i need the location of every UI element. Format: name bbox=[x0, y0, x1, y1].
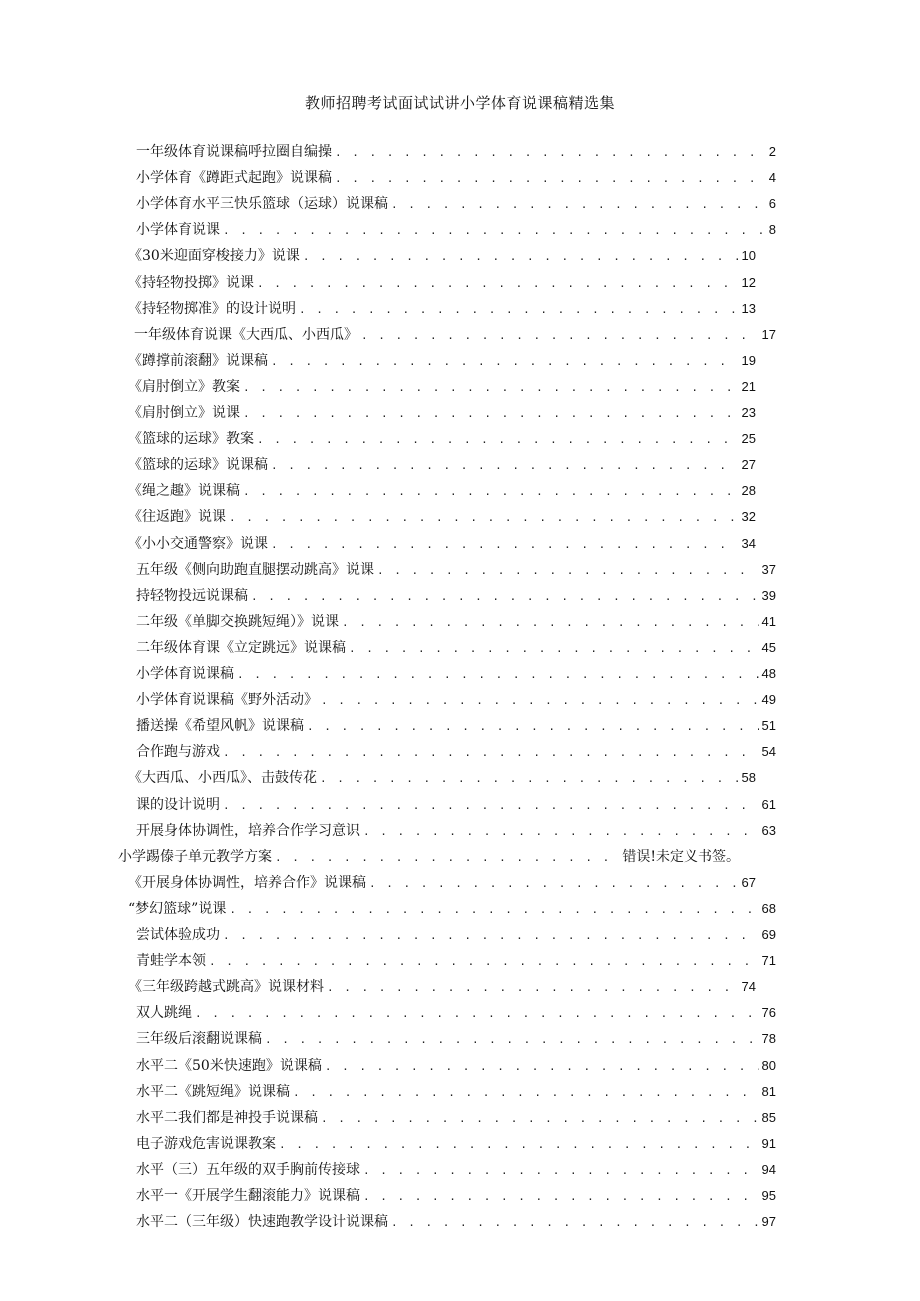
toc-leader-dots bbox=[265, 1028, 759, 1052]
toc-entry[interactable] bbox=[136, 1184, 776, 1208]
toc-entry-page-number: 80 bbox=[761, 1057, 776, 1073]
toc-entry-title: 水平一《开展学生翻滚能力》说课稿 bbox=[136, 1188, 360, 1204]
toc-entry-page-number: 17 bbox=[761, 326, 776, 342]
toc-leader-dots bbox=[391, 1211, 759, 1235]
toc-entry[interactable] bbox=[128, 871, 756, 895]
toc-leader-dots bbox=[243, 376, 739, 400]
toc-entry-title: 《肩肘倒立》教案 bbox=[128, 378, 240, 395]
toc-entry[interactable] bbox=[128, 349, 756, 373]
toc-entry-title: 小学体育水平三快乐篮球（运球）说课稿 bbox=[136, 196, 388, 213]
toc-entry-title: 播送操《希望风帆》说课稿 bbox=[136, 718, 304, 735]
toc-entry-page-number: 67 bbox=[741, 874, 756, 890]
toc-entry-title: 《大西瓜、小西瓜》、击鼓传花 bbox=[128, 770, 317, 787]
toc-entry[interactable] bbox=[128, 244, 756, 268]
toc-leader-dots bbox=[335, 167, 766, 191]
toc-leader-dots bbox=[271, 350, 739, 374]
toc-leader-dots bbox=[223, 219, 766, 243]
toc-entry-page-number: 51 bbox=[761, 718, 776, 734]
toc-entry-title: 电子游戏危害说课教案 bbox=[136, 1135, 276, 1152]
toc-entry-page-number: 4 bbox=[768, 170, 776, 186]
toc-entry-title: 课的设计说明 bbox=[136, 796, 220, 813]
toc-entry[interactable] bbox=[128, 479, 756, 503]
toc-entry-page-number: 78 bbox=[761, 1031, 776, 1047]
toc-entry-page-number: 10 bbox=[741, 248, 756, 264]
toc-entry[interactable] bbox=[136, 688, 776, 712]
toc-leader-dots bbox=[279, 1133, 759, 1157]
toc-entry-title: 《小小交通警察》说课 bbox=[128, 535, 268, 552]
toc-leader-dots bbox=[342, 611, 759, 635]
toc-leader-dots bbox=[369, 872, 739, 896]
toc-entry[interactable] bbox=[136, 1158, 776, 1182]
toc-entry[interactable] bbox=[136, 1001, 776, 1025]
toc-leader-dots bbox=[321, 689, 759, 713]
toc-leader-dots bbox=[361, 324, 759, 348]
toc-entry-title: 《肩肘倒立》说课 bbox=[128, 405, 240, 421]
toc-entry-page-number: 63 bbox=[761, 822, 776, 838]
toc-leader-dots bbox=[299, 298, 739, 322]
toc-leader-dots bbox=[271, 533, 739, 557]
toc-entry-page-number: 8 bbox=[768, 222, 776, 238]
toc-entry-page-number: 94 bbox=[761, 1161, 776, 1177]
toc-leader-dots bbox=[275, 846, 619, 870]
toc-entry-title: 三年级后滚翻说课稿 bbox=[136, 1031, 262, 1048]
toc-entry-page-number: 25 bbox=[741, 431, 756, 447]
toc-entry-title: 尝试体验成功 bbox=[136, 927, 220, 943]
toc-entry-page-number: 21 bbox=[741, 378, 756, 394]
toc-entry-title: 双人跳绳 bbox=[136, 1005, 192, 1022]
toc-entry-title: 小学体育《蹲距式起跑》说课稿 bbox=[136, 170, 332, 187]
toc-entry-page-number: 61 bbox=[761, 796, 776, 812]
toc-entry-title: 水平二我们都是神投手说课稿 bbox=[136, 1109, 318, 1126]
toc-entry-title: 水平（三）五年级的双手胸前传接球 bbox=[136, 1161, 360, 1178]
toc-entry-page-number: 71 bbox=[761, 953, 776, 969]
toc-leader-dots bbox=[303, 245, 739, 269]
toc-leader-dots bbox=[363, 820, 759, 844]
toc-entry[interactable] bbox=[118, 845, 740, 869]
toc-entry[interactable] bbox=[136, 1027, 776, 1051]
toc-entry-page-number: 37 bbox=[761, 561, 776, 577]
toc-leader-dots bbox=[349, 637, 759, 661]
toc-entry-title: 水平二（三年级）快速跑教学设计说课稿 bbox=[136, 1214, 388, 1231]
toc-leader-dots bbox=[251, 585, 759, 609]
toc-entry-title: 持轻物投远说课稿 bbox=[136, 587, 248, 604]
toc-leader-dots bbox=[243, 402, 739, 426]
toc-entry-page-number: 23 bbox=[741, 405, 756, 420]
toc-leader-dots bbox=[243, 480, 739, 504]
toc-leader-dots bbox=[271, 454, 739, 478]
toc-entry-page-number: 97 bbox=[761, 1214, 776, 1230]
toc-entry-title: 《30米迎面穿梭接力》说课 bbox=[128, 248, 300, 265]
toc-leader-dots bbox=[363, 1185, 759, 1209]
toc-entry-title: 《蹲撑前滚翻》说课稿 bbox=[128, 352, 268, 369]
toc-leader-dots bbox=[229, 506, 739, 530]
toc-entry-page-number: 12 bbox=[741, 274, 756, 290]
toc-entry[interactable] bbox=[128, 505, 756, 529]
toc-leader-dots bbox=[391, 193, 766, 217]
toc-entry-page-number: 32 bbox=[741, 509, 756, 525]
toc-entry-page-number: 69 bbox=[761, 927, 776, 942]
toc-entry[interactable] bbox=[136, 140, 776, 164]
toc-entry[interactable] bbox=[136, 1210, 776, 1234]
toc-entry[interactable] bbox=[128, 897, 776, 921]
toc-entry-page-number: 27 bbox=[741, 457, 756, 473]
toc-entry[interactable] bbox=[136, 949, 776, 973]
toc-entry-title: 青蛙学本领 bbox=[136, 953, 206, 970]
toc-entry[interactable] bbox=[136, 1080, 776, 1104]
toc-entry-page-number: 28 bbox=[741, 483, 756, 499]
toc-leader-dots bbox=[321, 1107, 759, 1131]
toc-entry-page-number: 45 bbox=[761, 639, 776, 655]
toc-leader-dots bbox=[237, 663, 759, 687]
toc-entry-title: 二年级《单脚交换跳短绳）》说课 bbox=[136, 613, 339, 630]
toc-entry-page-number: 39 bbox=[761, 587, 776, 603]
toc-entry[interactable] bbox=[136, 166, 776, 190]
toc-entry-title: 《持轻物投掷》说课 bbox=[128, 274, 254, 291]
toc-entry-title: 《开展身体协调性，培养合作》说课稿 bbox=[128, 874, 366, 891]
toc-entry[interactable] bbox=[136, 740, 776, 764]
toc-entry[interactable] bbox=[136, 1054, 776, 1078]
toc-entry[interactable] bbox=[136, 714, 776, 738]
toc-entry[interactable] bbox=[136, 662, 776, 686]
toc-leader-dots bbox=[257, 272, 739, 296]
toc-entry-page-number: 54 bbox=[761, 744, 776, 760]
toc-leader-dots bbox=[209, 950, 759, 974]
toc-entry[interactable] bbox=[128, 271, 756, 295]
toc-entry[interactable] bbox=[128, 975, 756, 999]
toc-entry[interactable] bbox=[136, 819, 776, 843]
toc-entry-page-number: 错误!未定义书签。 bbox=[622, 848, 740, 865]
toc-entry-title: 开展身体协调性，培养合作学习意识 bbox=[136, 822, 360, 839]
toc-entry[interactable] bbox=[128, 375, 756, 399]
toc-entry-title: 《往返跑》说课 bbox=[128, 509, 226, 526]
toc-entry-page-number: 49 bbox=[761, 692, 776, 708]
toc-entry-page-number: 91 bbox=[761, 1135, 776, 1151]
toc-entry[interactable] bbox=[136, 793, 776, 817]
toc-entry-page-number: 19 bbox=[741, 352, 756, 368]
toc-leader-dots bbox=[195, 1002, 759, 1026]
toc-entry-title: 《三年级跨越式跳高》说课材料 bbox=[128, 979, 324, 996]
toc-entry[interactable] bbox=[128, 427, 756, 451]
toc-entry-title: 小学体育说课稿《野外活动》 bbox=[136, 692, 318, 709]
toc-leader-dots bbox=[377, 559, 759, 583]
toc-entry-page-number: 85 bbox=[761, 1109, 776, 1125]
toc-leader-dots bbox=[293, 1081, 759, 1105]
toc-entry-page-number: 95 bbox=[761, 1188, 776, 1203]
toc-entry-page-number: 13 bbox=[741, 300, 756, 316]
toc-entry[interactable] bbox=[136, 923, 776, 947]
toc-entry-page-number: 76 bbox=[761, 1005, 776, 1021]
toc-entry-title: 合作跑与游戏 bbox=[136, 744, 220, 761]
toc-leader-dots bbox=[363, 1159, 759, 1183]
toc-entry-title: 五年级《侧向助跑直腿摆动跳高》说课 bbox=[136, 561, 374, 578]
toc-entry[interactable] bbox=[136, 218, 776, 242]
toc-entry[interactable] bbox=[128, 532, 756, 556]
toc-leader-dots bbox=[223, 924, 759, 948]
toc-entry[interactable] bbox=[136, 636, 776, 660]
toc-entry-title: 水平二《跳短绳》说课稿 bbox=[136, 1083, 290, 1100]
toc-entry-title: 一年级体育说课稿呼拉圈自编操 bbox=[136, 144, 332, 160]
toc-entry-page-number: 48 bbox=[761, 666, 776, 681]
toc-entry-page-number: 6 bbox=[768, 196, 776, 212]
toc-entry-title: 《绳之趣》说课稿 bbox=[128, 483, 240, 500]
toc-entry[interactable] bbox=[136, 558, 776, 582]
toc-entry[interactable] bbox=[128, 766, 756, 790]
toc-entry-page-number: 2 bbox=[768, 144, 776, 159]
toc-entry-page-number: 68 bbox=[761, 900, 776, 916]
toc-entry-title: 小学踢傣子单元教学方案 bbox=[118, 848, 272, 865]
toc-entry-title: “梦幻篮球”说课 bbox=[128, 900, 227, 917]
toc-entry[interactable] bbox=[136, 584, 776, 608]
toc-entry-page-number: 74 bbox=[741, 979, 756, 995]
toc-entry[interactable] bbox=[136, 1132, 776, 1156]
document-title: 教师招聘考试面试试讲小学体育说课稿精选集 bbox=[304, 94, 615, 112]
toc-entry-title: 水平二《50米快速跑》说课稿 bbox=[136, 1057, 322, 1074]
toc-entry[interactable] bbox=[136, 610, 776, 634]
toc-entry[interactable] bbox=[136, 1106, 776, 1130]
toc-leader-dots bbox=[223, 794, 759, 818]
toc-entry[interactable] bbox=[136, 192, 776, 216]
toc-entry-title: 小学体育说课 bbox=[136, 222, 220, 239]
toc-entry[interactable] bbox=[128, 453, 756, 477]
toc-leader-dots bbox=[257, 428, 739, 452]
toc-entry[interactable] bbox=[128, 401, 756, 425]
toc-leader-dots bbox=[320, 767, 739, 791]
toc-entry-title: 小学体育说课稿 bbox=[136, 666, 234, 682]
toc-leader-dots bbox=[307, 715, 759, 739]
toc-entry[interactable] bbox=[128, 297, 756, 321]
toc-entry-title: 《持轻物掷准》的设计说明 bbox=[128, 300, 296, 317]
toc-entry[interactable] bbox=[134, 323, 776, 347]
toc-leader-dots bbox=[229, 898, 758, 922]
toc-entry-page-number: 81 bbox=[761, 1083, 776, 1099]
toc-entry-page-number: 34 bbox=[741, 535, 756, 551]
toc-leader-dots bbox=[325, 1055, 759, 1079]
toc-entry-page-number: 58 bbox=[741, 770, 756, 786]
toc-entry-title: 《篮球的运球》教案 bbox=[128, 431, 254, 448]
toc-leader-dots bbox=[327, 976, 739, 1000]
toc-entry-title: 《篮球的运球》说课稿 bbox=[128, 457, 268, 474]
toc-leader-dots bbox=[223, 741, 759, 765]
toc-entry-title: 一年级体育说课《大西瓜、小西瓜》 bbox=[134, 326, 358, 343]
toc-leader-dots bbox=[335, 141, 766, 165]
toc-entry-page-number: 41 bbox=[761, 613, 776, 629]
toc-entry-title: 二年级体育课《立定跳远》说课稿 bbox=[136, 639, 346, 656]
